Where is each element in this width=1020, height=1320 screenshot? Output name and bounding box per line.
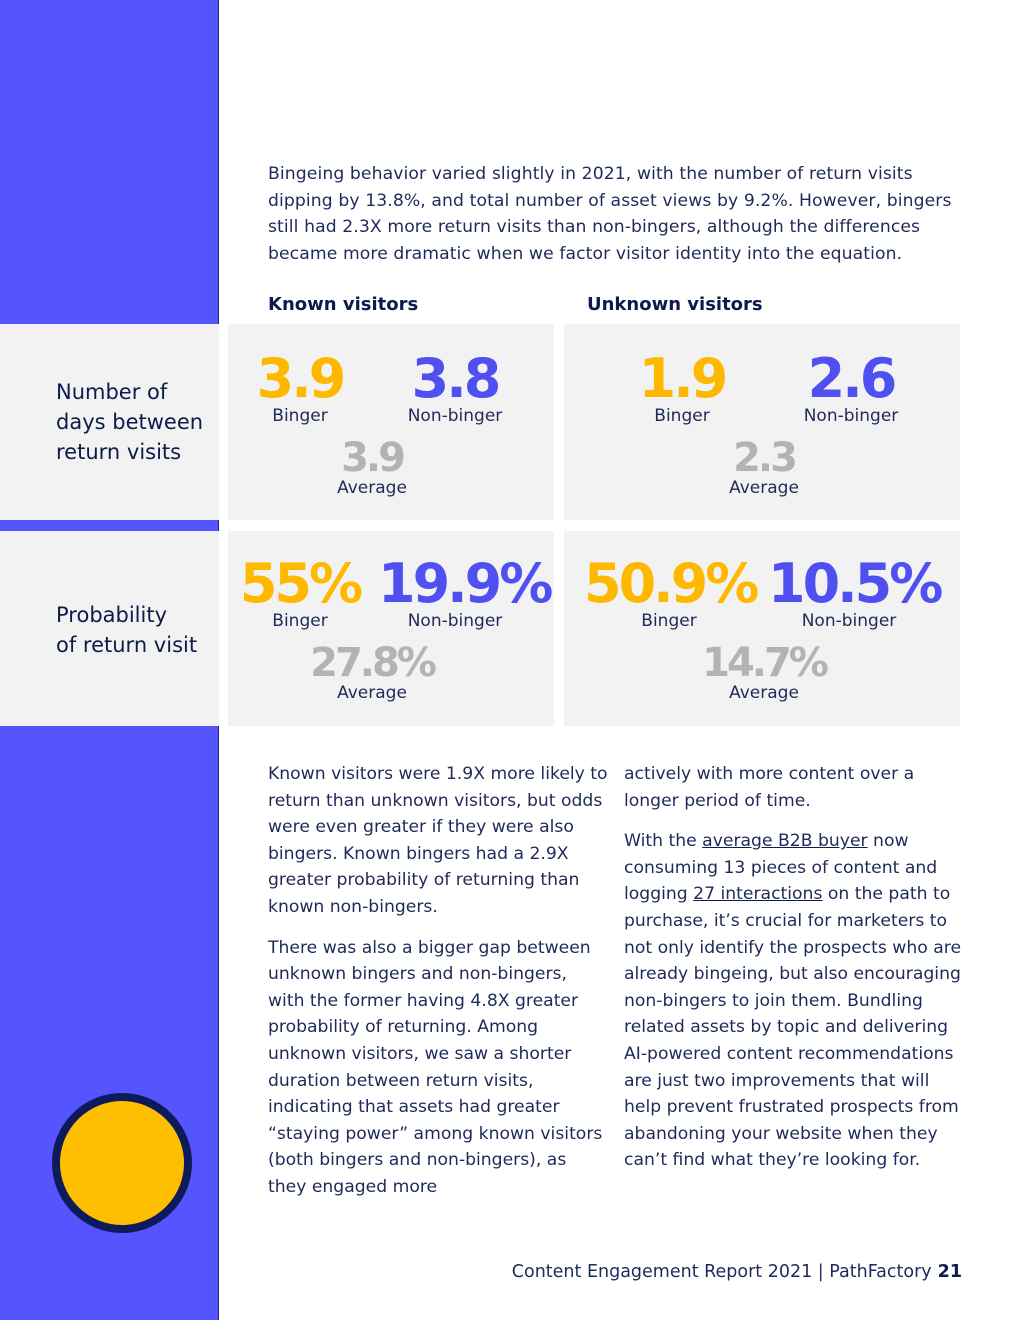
yellow-circle-decoration: [52, 1093, 192, 1233]
label: Binger: [272, 406, 328, 426]
body-right-column: [624, 761, 964, 1188]
value: 3.9: [341, 435, 403, 481]
unknown-visitors-heading: Unknown visitors: [587, 294, 763, 315]
label: Binger: [272, 611, 328, 631]
value: 2.6: [807, 347, 895, 410]
stat-known-prob-non-binger: [378, 552, 551, 631]
stat-known-days-binger: [250, 347, 350, 426]
stat-unknown-prob-non-binger: [768, 552, 941, 631]
stat-known-days-average: [322, 435, 422, 498]
value: 2.3: [733, 435, 795, 481]
average-b2b-buyer-link[interactable]: average B2B buyer: [702, 831, 868, 852]
label: Binger: [654, 406, 710, 426]
label: Non-binger: [407, 611, 503, 631]
body-paragraph: Known visitors were 1.9X more likely to return than unknown visitors, but odds were even greater if they were also bingers. Known bingers had a 2.9X greater probability of returning than known non-bingers.: [268, 764, 608, 917]
stat-known-prob-binger: [238, 552, 362, 631]
body-paragraph: There was also a bigger gap between unknown bingers and non-bingers, with the former having 4.8X greater probability of returning. Among unknown visitors, we saw a shorter duration between return visits, indicating that assets had greater “staying power” among known visitors (both bingers and non-bingers), as they engaged more: [268, 937, 603, 1197]
body-paragraph: With the average B2B buyer now consuming 13 pieces of content and logging 27 interactions on the path to purchase, it’s crucial for marketers to not only identify the prospects who are already bingeing, but also encouraging non-bingers to join them. Bundling related assets by topic and delivering AI-powered content recommendations are just two improvements that will help prevent frustrated prospects from abandoning your website when they can’t find what they’re looking for.: [624, 831, 962, 1171]
value: 1.9: [638, 347, 726, 410]
stat-unknown-days-non-binger: [796, 347, 906, 426]
value: 55%: [239, 552, 361, 615]
label: Binger: [641, 611, 697, 631]
known-visitors-heading: Known visitors: [268, 294, 419, 315]
stat-unknown-prob-binger: [584, 552, 757, 631]
row-label-probability: Probability of return visit: [56, 603, 198, 657]
value: 14.7%: [702, 640, 826, 686]
value: 3.9: [256, 347, 344, 410]
page-footer: [512, 1262, 962, 1282]
label: Non-binger: [803, 406, 899, 426]
panel-unknown-days: [564, 324, 960, 520]
value: 50.9%: [584, 552, 757, 615]
page-number: 21: [937, 1262, 962, 1282]
label: Non-binger: [407, 406, 503, 426]
panel-known-probability: [228, 531, 554, 726]
body-paragraph: actively with more content over a longer period of time.: [624, 764, 915, 811]
stat-known-days-non-binger: [400, 347, 510, 426]
body-left-column: [268, 761, 608, 1215]
label: Average: [337, 683, 407, 703]
27-interactions-link[interactable]: 27 interactions: [693, 884, 823, 905]
value: 19.9%: [378, 552, 551, 615]
stat-unknown-prob-average: [694, 640, 834, 703]
row-label-days: Number of days between return visits: [56, 380, 204, 464]
intro-paragraph: Bingeing behavior varied slightly in 2021, with the number of return visits dipping by 13.8%, and total number of asset views by 9.2%. However, bingers still had 2.3X more return visits than non-bingers, although the differences became more dramatic when we factor visitor identity into the equation.: [268, 164, 952, 264]
stat-known-prob-average: [302, 640, 442, 703]
panel-unknown-probability: [564, 531, 960, 726]
label: Non-binger: [801, 611, 897, 631]
stat-unknown-days-average: [714, 435, 814, 498]
value: 10.5%: [768, 552, 941, 615]
footer-text: Content Engagement Report 2021 | PathFactory: [511, 1262, 932, 1282]
panel-known-days: [228, 324, 554, 520]
label: Average: [337, 478, 407, 498]
label: Average: [729, 683, 799, 703]
stat-unknown-days-binger: [632, 347, 732, 426]
value: 3.8: [411, 347, 499, 410]
label: Average: [729, 478, 799, 498]
value: 27.8%: [310, 640, 434, 686]
